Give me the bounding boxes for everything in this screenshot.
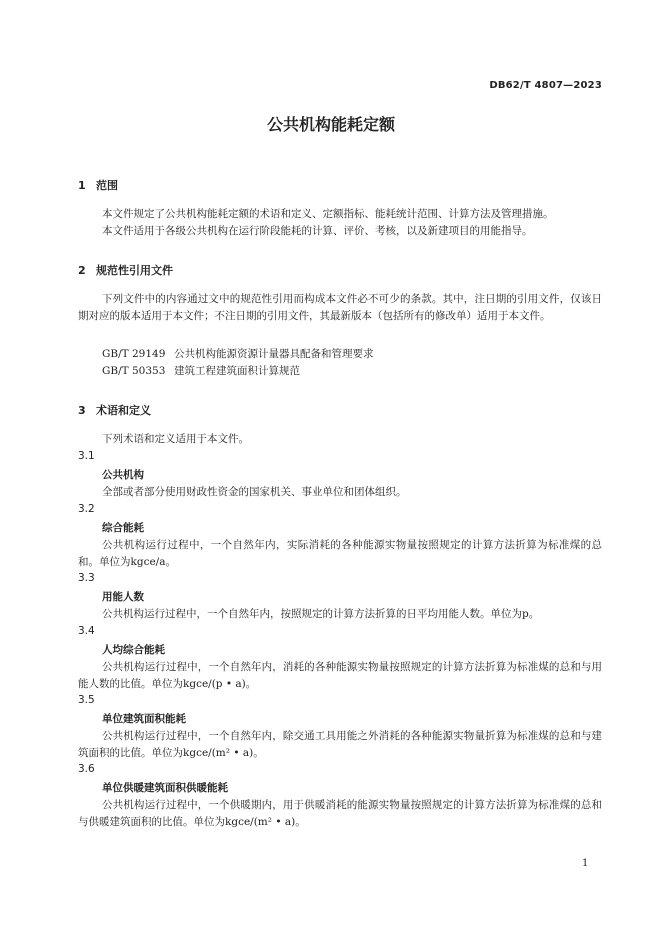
term-number: 3.3 (78, 572, 95, 584)
term-definition: 公共机构运行过程中，一个自然年内，按照规定的计算方法折算的日平均用能人数。单位为p。 (102, 608, 540, 620)
term-number: 3.6 (78, 763, 95, 775)
term-number: 3.4 (78, 625, 95, 637)
reference-title: 建筑工程建筑面积计算规范 (174, 365, 300, 377)
term-title: 公共机构 (102, 469, 144, 481)
term-definition: 公共机构运行过程中，一个供暖期内，用于供暖消耗的能源实物量按照规定的计算方法折算为标准煤的总和与供暖建筑面积的比值。单位为kgce/(m² • a)。 (78, 799, 602, 828)
section-title: 术语和定义 (96, 404, 151, 417)
paragraph: 本文件适用于各级公共机构在运行阶段能耗的计算、评价、考核，以及新建项目的用能指导。 (102, 225, 533, 237)
paragraph: 本文件规定了公共机构能耗定额的术语和定义、定额指标、能耗统计范围、计算方法及管理措施。 (102, 208, 554, 220)
term-definition: 公共机构运行过程中，一个自然年内，消耗的各种能源实物量按照规定的计算方法折算为标准煤的总和与用能人数的比值。单位为kgce/(p • a)。 (78, 661, 602, 690)
term-definition: 公共机构运行过程中，一个自然年内，除交通工具用能之外消耗的各种能源实物量折算为标准煤的总和与建筑面积的比值。单位为kgce/(m² • a)。 (78, 730, 602, 759)
section-heading-3 (78, 402, 151, 418)
paragraph: 下列文件中的内容通过文中的规范性引用而构成本文件必不可少的条款。其中，注日期的引用文件，仅该日期对应的版本适用于本文件；不注日期的引用文件，其最新版本（包括所有的修改单）适用于本文件。 (78, 293, 602, 322)
reference-code: GB/T 50353 (102, 365, 166, 377)
term-title: 用能人数 (102, 591, 144, 603)
term-title: 综合能耗 (102, 522, 144, 534)
term-title: 人均综合能耗 (102, 644, 165, 656)
section-number: 2 (78, 264, 86, 277)
standard-number: DB62/T 4807—2023 (489, 80, 602, 91)
section-heading-1 (78, 177, 118, 193)
section-title: 规范性引用文件 (96, 264, 173, 277)
page-number: 1 (582, 858, 589, 869)
paragraph: 下列术语和定义适用于本文件。 (102, 433, 249, 445)
term-number: 3.5 (78, 694, 95, 706)
reference-item (102, 363, 300, 378)
term-title: 单位建筑面积能耗 (102, 713, 186, 725)
section-number: 3 (78, 404, 86, 417)
reference-code: GB/T 29149 (102, 348, 166, 360)
term-title: 单位供暖建筑面积供暖能耗 (102, 782, 228, 794)
term-number: 3.1 (78, 450, 95, 462)
section-number: 1 (78, 179, 86, 192)
reference-title: 公共机构能源资源计量器具配备和管理要求 (174, 348, 374, 360)
term-number: 3.2 (78, 503, 95, 515)
document-title: 公共机构能耗定额 (266, 115, 395, 134)
reference-item (102, 346, 374, 361)
term-definition: 全部或者部分使用财政性资金的国家机关、事业单位和团体组织。 (102, 486, 407, 498)
section-heading-2 (78, 262, 173, 278)
term-definition: 公共机构运行过程中，一个自然年内，实际消耗的各种能源实物量按照规定的计算方法折算为标准煤的总和。单位为kgce/a。 (78, 539, 602, 568)
section-title: 范围 (96, 179, 118, 192)
